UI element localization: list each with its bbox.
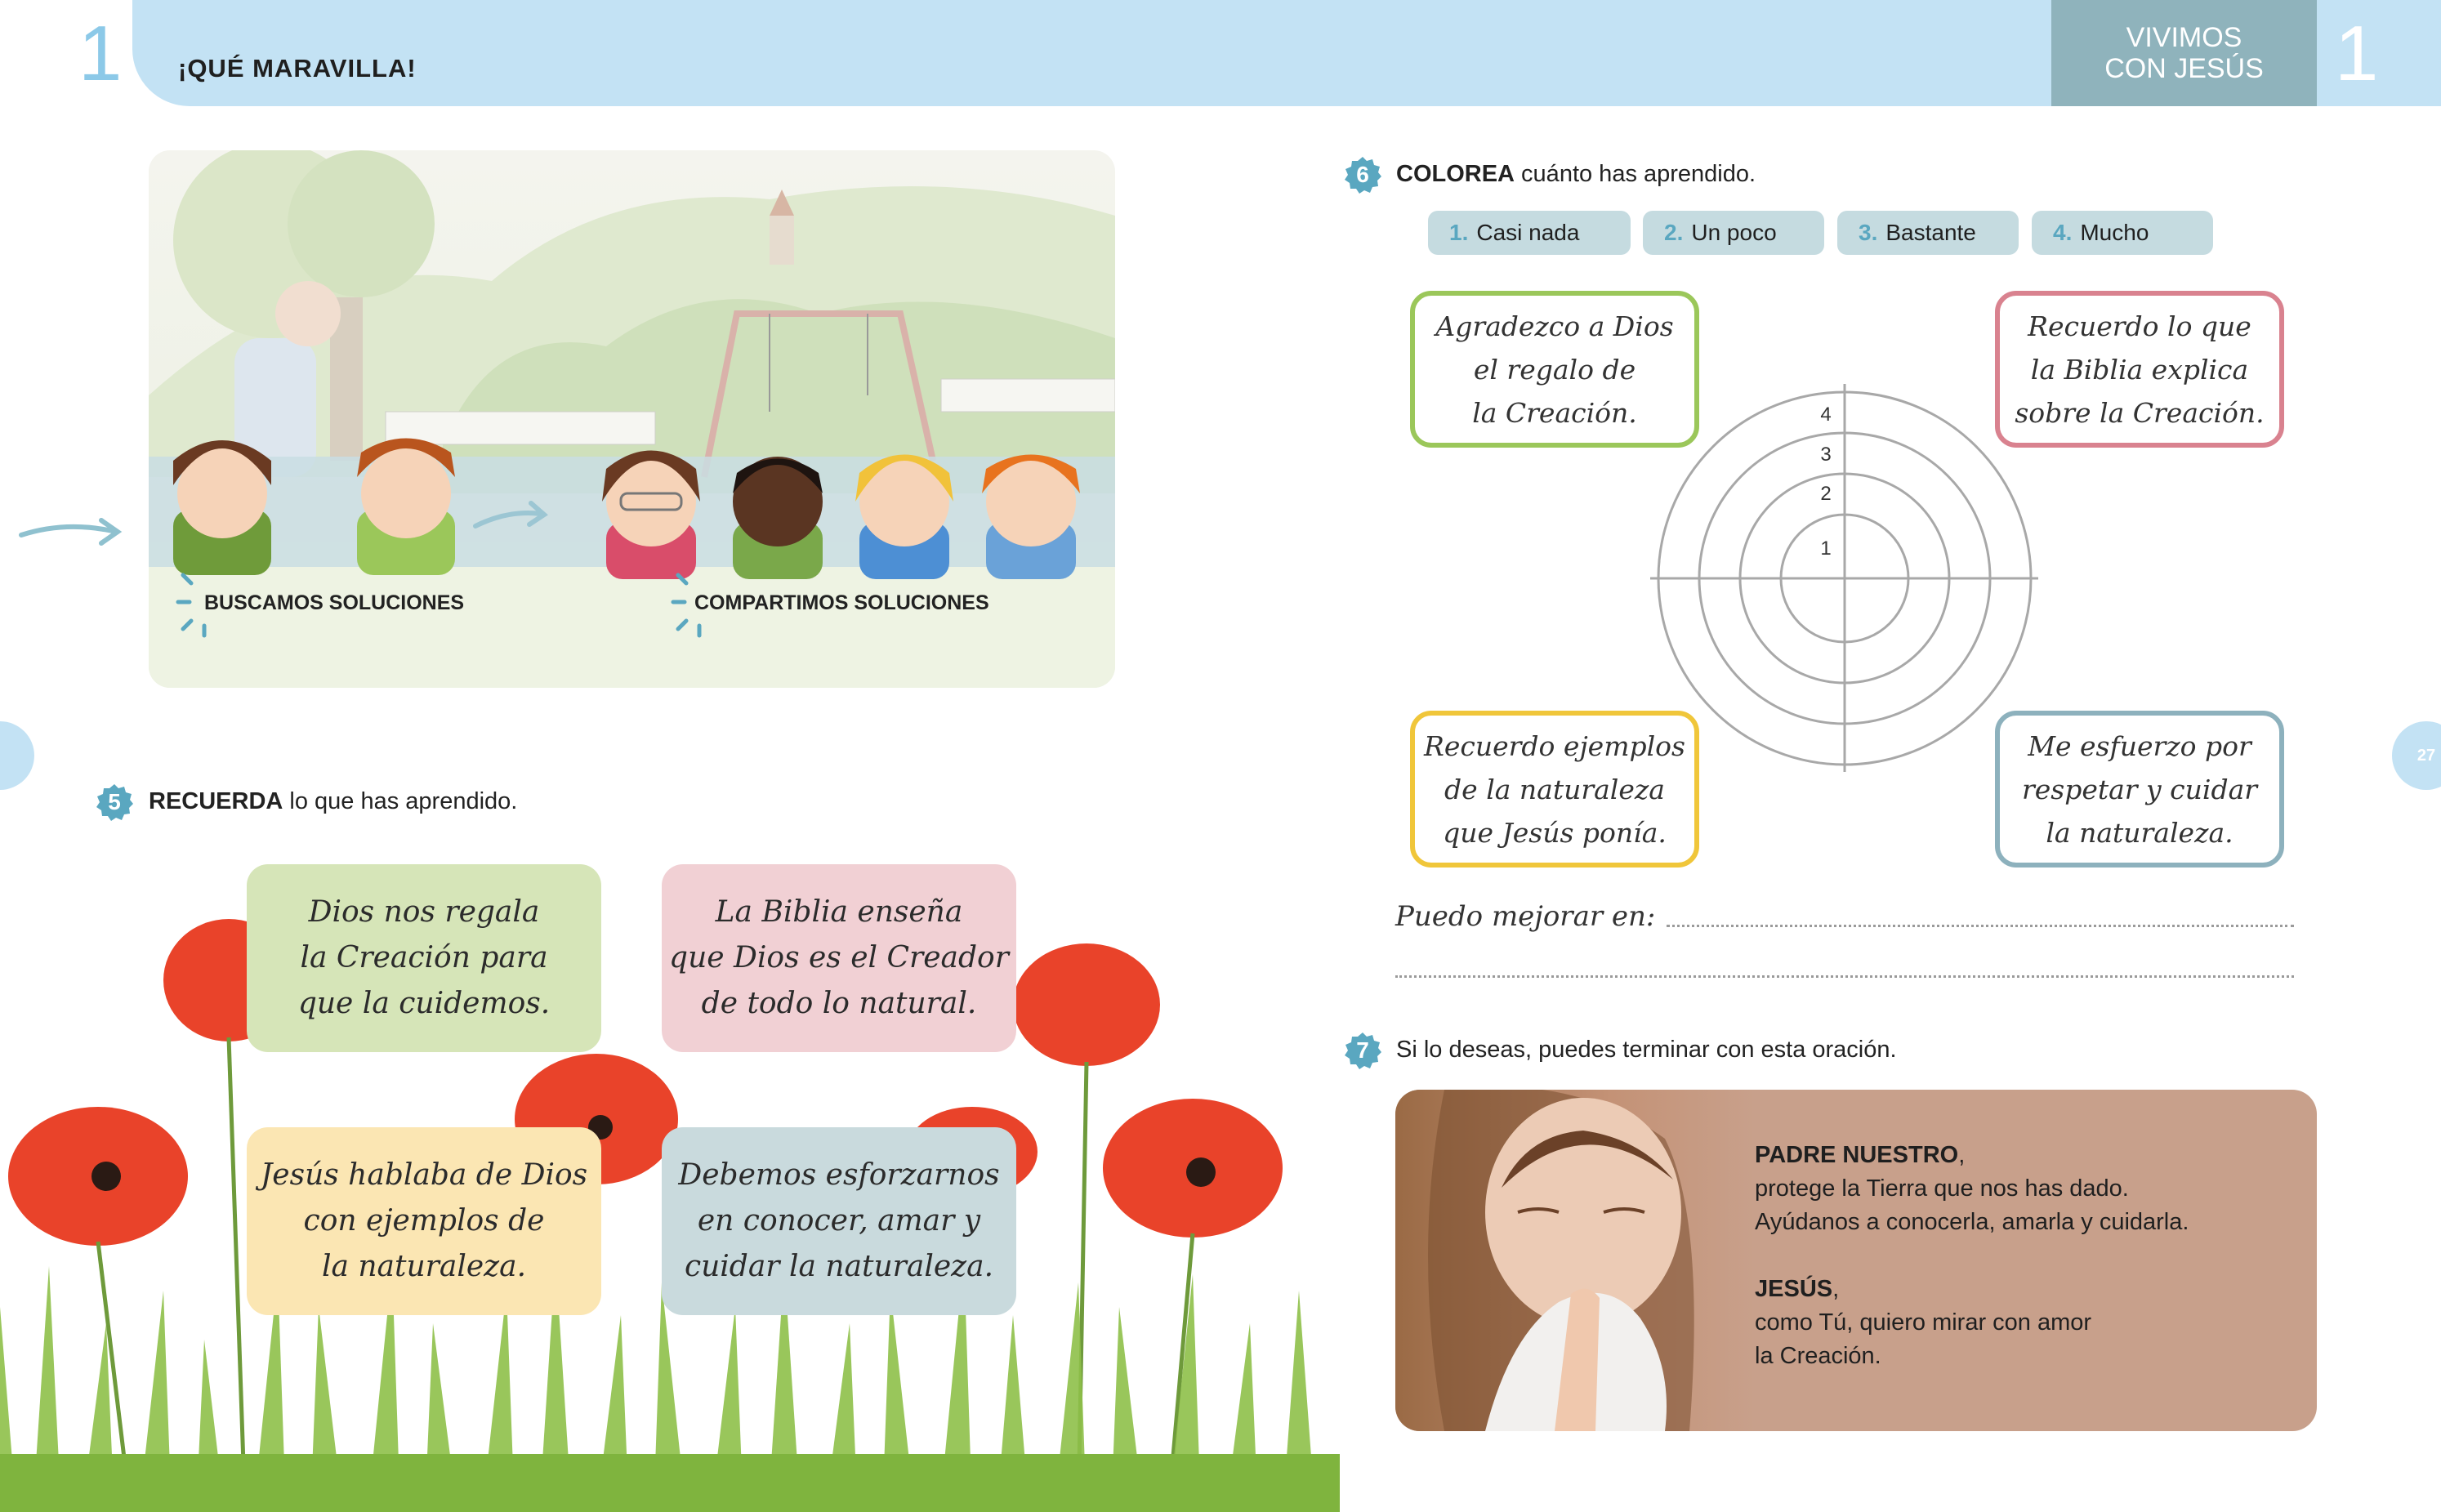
remember-card-2: La Biblia enseña que Dios es el Creador de todo lo natural. xyxy=(662,864,1016,1052)
kid-5 xyxy=(855,455,953,580)
activity-6-badge-icon xyxy=(1343,155,1382,194)
section-title-line1: VIVIMOS xyxy=(2126,22,2242,53)
kid-2 xyxy=(357,439,455,576)
svg-text:5: 5 xyxy=(108,789,121,814)
skill-box-3: Recuerdo ejemplos de la naturaleza que Jesús ponía. xyxy=(1410,711,1699,868)
remember-card-3: Jesús hablaba de Dios con ejemplos de la naturaleza. xyxy=(247,1127,601,1315)
rating-chip-2: 2. Un poco xyxy=(1643,211,1824,255)
svg-text:6: 6 xyxy=(1356,162,1369,187)
improve-answer-line-1[interactable] xyxy=(1667,925,2294,927)
unit-number-left: 1 xyxy=(78,10,123,97)
svg-text:7: 7 xyxy=(1356,1037,1369,1063)
kid-6 xyxy=(982,455,1080,580)
kid-1 xyxy=(173,440,271,575)
improve-label: Puedo mejorar en: xyxy=(1395,900,1656,933)
unit-number-right: 1 xyxy=(2335,10,2379,97)
skill-box-1: Agradezco a Dios el regalo de la Creación. xyxy=(1410,291,1699,448)
praying-girl-photo xyxy=(1395,1090,1755,1431)
prayer-panel xyxy=(1395,1090,2317,1431)
page-number-left xyxy=(0,721,34,790)
rating-chip-4: 4. Mucho xyxy=(2032,211,2213,255)
page-number-right: 27 xyxy=(2392,721,2441,790)
activity-7-instruction: Si lo deseas, puedes terminar con esta oración. xyxy=(1396,1037,1897,1063)
activity-5-instruction: RECUERDA lo que has aprendido. xyxy=(149,788,518,814)
skill-box-2: Recuerdo lo que la Biblia explica sobre la Creación. xyxy=(1995,291,2284,448)
step-label-search: BUSCAMOS SOLUCIONES xyxy=(204,591,465,614)
kid-3 xyxy=(602,451,700,580)
arrow-right-icon xyxy=(18,511,128,551)
self-assessment-target[interactable] xyxy=(1642,376,2051,784)
activity-5-badge-icon xyxy=(95,783,134,822)
improve-answer-line-2[interactable] xyxy=(1395,975,2294,978)
target-level-3: 3 xyxy=(1820,444,1832,466)
remember-card-4: Debemos esforzarnos en conocer, amar y cuidar la naturaleza. xyxy=(662,1127,1016,1315)
target-level-1: 1 xyxy=(1820,537,1832,560)
remember-card-1: Dios nos regala la Creación para que la cuidemos. xyxy=(247,864,601,1052)
rating-chip-1: 1. Casi nada xyxy=(1428,211,1631,255)
step-label-share: COMPARTIMOS SOLUCIONES xyxy=(694,591,989,614)
rating-chip-3: 3. Bastante xyxy=(1837,211,2019,255)
park-illustration xyxy=(149,150,1115,688)
activity-6-instruction: COLOREA cuánto has aprendido. xyxy=(1396,161,1756,187)
page-title: ¡QUÉ MARAVILLA! xyxy=(178,54,417,83)
section-title-box xyxy=(2051,0,2317,106)
kid-4 xyxy=(733,457,823,579)
activity-7-badge-icon xyxy=(1343,1031,1382,1070)
target-level-2: 2 xyxy=(1820,483,1832,505)
target-level-4: 4 xyxy=(1820,404,1832,426)
prayer-text: PADRE NUESTRO, protege la Tierra que nos has dado. Ayúdanos a conocerla, amarla y cuidarla. JESÚS, como Tú, quiero mirar con amor la Creación. xyxy=(1755,1142,2189,1369)
section-title-line2: CON JESÚS xyxy=(2104,53,2264,84)
skill-box-4: Me esfuerzo por respetar y cuidar la naturaleza. xyxy=(1995,711,2284,868)
